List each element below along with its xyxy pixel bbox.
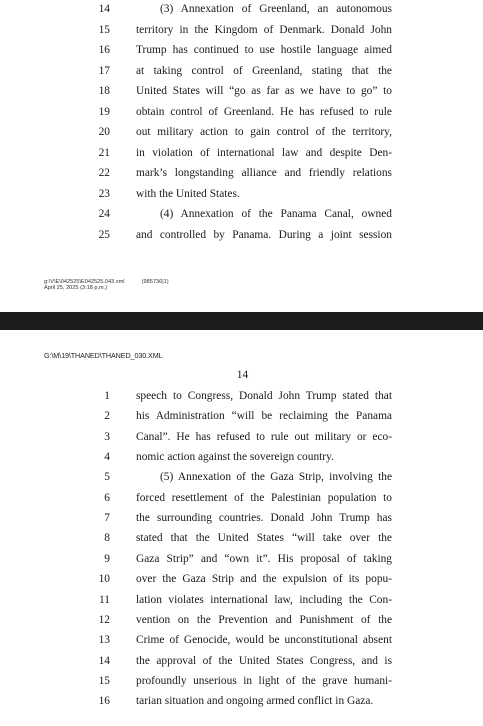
- document-line: [0, 387, 483, 405]
- line-number: 13: [98, 634, 110, 647]
- line-number: 16: [98, 695, 110, 708]
- line-number: 9: [104, 552, 110, 565]
- document-line: [0, 226, 483, 244]
- line-text: Trump has continued to use hostile language aimed: [136, 44, 392, 56]
- document-line: [0, 529, 483, 547]
- line-number: 14: [98, 654, 110, 667]
- document-line: [0, 123, 483, 141]
- document-line: [0, 407, 483, 425]
- line-text: with the United States.: [136, 187, 240, 200]
- line-text: and controlled by Panama. During a joint session: [136, 228, 392, 241]
- line-number: 1: [104, 390, 110, 402]
- line-text: forced resettlement of the Palestinian population to: [136, 491, 392, 504]
- line-number: 8: [104, 532, 110, 545]
- document-line: [0, 509, 483, 527]
- line-number: 11: [99, 593, 110, 606]
- line-text: the surrounding countries. Donald John Trump has: [136, 512, 392, 525]
- document-line: [0, 631, 483, 649]
- document-line: [0, 205, 483, 223]
- line-number: 21: [98, 146, 110, 159]
- line-text: obtain control of Greenland. He has refused to rule: [136, 105, 392, 118]
- line-text: over the Gaza Strip and the expulsion of its popu-: [136, 573, 392, 586]
- line-text: Canal”. He has refused to rule out military or eco-: [136, 430, 392, 443]
- line-number: 19: [98, 105, 110, 118]
- document-line: [0, 41, 483, 59]
- document-line: [0, 82, 483, 100]
- line-number: 22: [98, 167, 110, 179]
- document-line: [0, 428, 483, 446]
- line-text: (3) Annexation of Greenland, an autonomous: [160, 3, 392, 15]
- line-text: lation violates international law, including the Con-: [136, 593, 392, 606]
- line-number: 6: [104, 491, 110, 504]
- line-number: 24: [98, 208, 110, 220]
- document-line: [0, 489, 483, 507]
- line-text: Gaza Strip” and “own it”. His proposal of taking: [136, 552, 392, 565]
- line-number: 16: [98, 44, 110, 56]
- line-text: Crime of Genocide, would be unconstitutional absent: [136, 634, 392, 647]
- line-text: at taking control of Greenland, stating that the: [136, 64, 392, 77]
- line-text: tarian situation and ongoing armed conflict in Gaza.: [136, 695, 374, 708]
- footer-id: (985736|1): [141, 279, 169, 285]
- document-line: [0, 144, 483, 162]
- line-number: 20: [98, 126, 110, 138]
- line-number: 2: [104, 410, 110, 423]
- line-number: 15: [98, 23, 110, 36]
- document-line: [0, 62, 483, 80]
- line-text: stated that the United States “will take over the: [136, 532, 392, 545]
- line-text: speech to Congress, Donald John Trump stated that: [136, 390, 392, 402]
- line-number: 25: [98, 228, 110, 241]
- line-number: 7: [104, 512, 110, 525]
- line-text: United States will “go as far as we have to go” to: [136, 85, 392, 97]
- line-number: 12: [98, 613, 110, 626]
- document-line: [0, 591, 483, 609]
- line-text: out military action to gain control of the territory,: [136, 126, 392, 138]
- document-line: [0, 550, 483, 568]
- document-line: [0, 185, 483, 203]
- page-divider: [0, 312, 483, 330]
- document-line: [0, 672, 483, 690]
- line-number: 18: [98, 85, 110, 97]
- document-line: [0, 570, 483, 588]
- footer-file: g:\V\E\042525\E042525.043.xml: [44, 279, 125, 285]
- line-text: vention on the Prevention and Punishment of the: [136, 613, 392, 626]
- line-text: in violation of international law and despite Den-: [136, 146, 392, 159]
- document-page-bottom: [0, 330, 483, 726]
- line-text: territory in the Kingdom of Denmark. Donald John: [136, 23, 392, 36]
- document-line: [0, 692, 483, 710]
- page-number: 14: [236, 369, 249, 381]
- line-number: 23: [98, 187, 110, 200]
- document-line: [0, 21, 483, 39]
- line-text: his Administration “will be reclaiming the Panama: [136, 410, 392, 423]
- document-line: [0, 0, 483, 18]
- line-number: 5: [104, 471, 110, 484]
- document-line: [0, 611, 483, 629]
- line-text: mark’s longstanding alliance and friendly relations: [136, 167, 392, 179]
- line-text: (4) Annexation of the Panama Canal, owned: [160, 208, 392, 220]
- document-line: [0, 468, 483, 486]
- document-line: [0, 164, 483, 182]
- document-page-top: [0, 0, 483, 312]
- line-number: 3: [104, 430, 110, 443]
- line-text: (5) Annexation of the Gaza Strip, involving the: [160, 471, 392, 484]
- footer-date: April 25, 2025 (3:18 p.m.): [44, 285, 108, 291]
- document-line: [0, 448, 483, 466]
- line-text: the approval of the United States Congress, and is: [136, 654, 392, 667]
- line-number: 10: [98, 573, 110, 586]
- line-text: nomic action against the sovereign country.: [136, 451, 334, 464]
- line-number: 4: [104, 451, 110, 464]
- line-number: 14: [98, 3, 110, 15]
- document-line: [0, 103, 483, 121]
- line-number: 17: [98, 64, 110, 77]
- line-number: 15: [98, 674, 110, 687]
- header-file-path: G:\M\19\THANED\THANED_030.XML: [44, 351, 163, 360]
- document-line: [0, 652, 483, 670]
- line-text: profoundly unserious in light of the grave humani-: [136, 674, 392, 687]
